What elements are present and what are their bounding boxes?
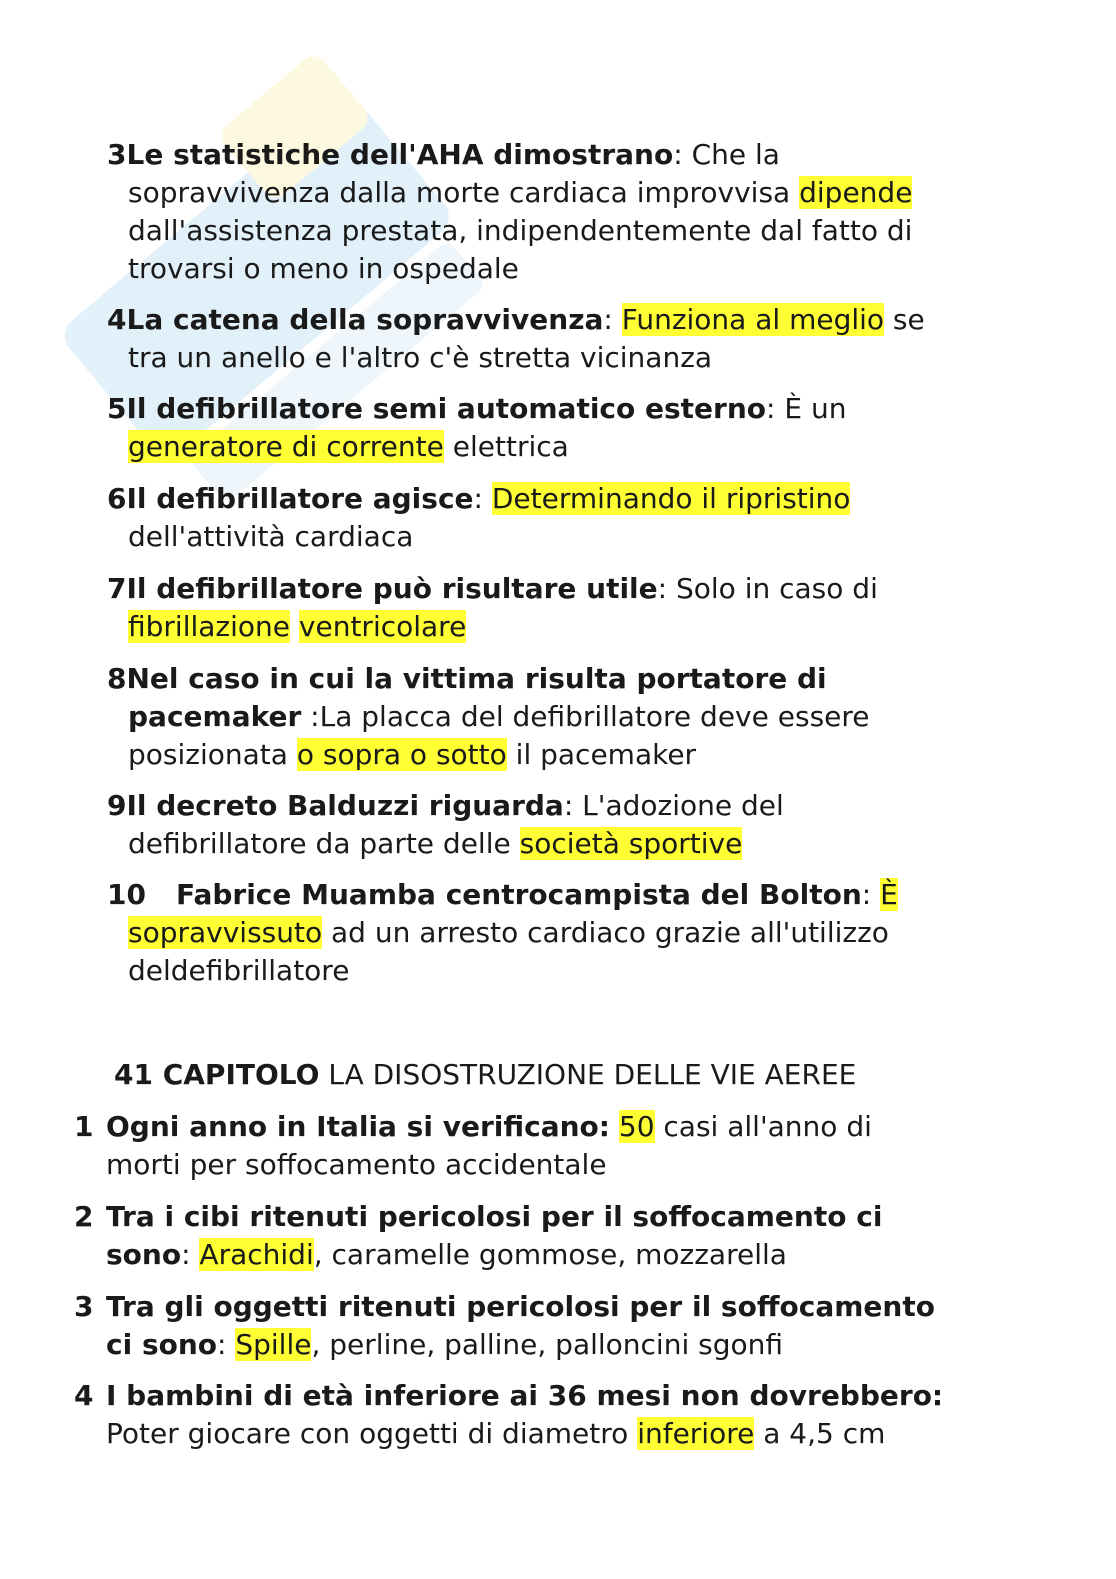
item-q6 — [107, 480, 1007, 556]
item-question-cont: ci sono — [106, 1328, 218, 1361]
answer-segment: , caramelle gommose, mozzarella — [313, 1238, 787, 1271]
item-question: Nel caso in cui la vittima risulta portatore di — [126, 662, 827, 695]
item-number: 6 — [107, 482, 127, 515]
answer-segment: elettrica — [443, 430, 569, 463]
item-question-cont: sono — [106, 1238, 182, 1271]
answer-segment: posizionata — [128, 738, 297, 771]
answer-highlight: 50 — [618, 1110, 655, 1143]
item-number: 7 — [107, 572, 127, 605]
answer-highlight: dipende — [799, 176, 913, 209]
item-separator: : — [473, 482, 492, 515]
item-c3 — [74, 1288, 1074, 1364]
item-question: Ogni anno in Italia si verificano: — [106, 1110, 610, 1143]
item-question: Tra i cibi ritenuti pericolosi per il soffocamento ci — [106, 1200, 883, 1233]
item-question: Il decreto Balduzzi riguarda — [126, 789, 564, 822]
item-q4 — [107, 301, 1007, 377]
item-q5 — [107, 390, 1007, 466]
item-question: Il defibrillatore semi automatico esterno — [126, 392, 767, 425]
item-question: Tra gli oggetti ritenuti pericolosi per il soffocamento — [106, 1290, 935, 1323]
answer-segment: Che la — [691, 138, 780, 171]
item-question: La catena della sopravvivenza — [126, 303, 604, 336]
item-number: 9 — [107, 789, 127, 822]
item-separator: : — [766, 392, 785, 425]
answer-segment: il pacemaker — [506, 738, 697, 771]
answer-highlight: società sportive — [519, 827, 743, 860]
item-number: 3 — [107, 138, 127, 171]
item-number: 5 — [107, 392, 127, 425]
answer-highlight: fibrillazione — [128, 610, 290, 643]
item-separator: : — [657, 572, 676, 605]
answer-segment: se — [884, 303, 925, 336]
item-question: Le statistiche dell'AHA dimostrano — [126, 138, 674, 171]
item-question: Il defibrillatore agisce — [126, 482, 474, 515]
answer-segment: deldefibrillatore — [128, 954, 350, 987]
answer-segment: , perline, palline, palloncini sgonfi — [311, 1328, 784, 1361]
item-separator — [610, 1110, 619, 1143]
answer-segment: a 4,5 cm — [754, 1417, 886, 1450]
item-question: Il defibrillatore può risultare utile — [126, 572, 658, 605]
item-c2 — [74, 1198, 1074, 1274]
answer-highlight: inferiore — [637, 1417, 755, 1450]
item-separator: : — [217, 1328, 236, 1361]
item-separator: : — [603, 303, 622, 336]
item-separator: : — [673, 138, 692, 171]
answer-highlight: Spille — [235, 1328, 312, 1361]
answer-segment: defibrillatore da parte delle — [128, 827, 520, 860]
answer-highlight: ventricolare — [298, 610, 467, 643]
answer-segment — [290, 610, 299, 643]
item-number: 3 — [74, 1290, 94, 1323]
answer-segment: La placca del defibrillatore deve essere — [319, 700, 870, 733]
item-q7 — [107, 570, 1007, 646]
chapter-title: LA DISOSTRUZIONE DELLE VIE AEREE — [319, 1058, 857, 1091]
answer-segment: ad un arresto cardiaco grazie all'utilizzo — [322, 916, 889, 949]
answer-segment: morti per soffocamento accidentale — [106, 1148, 607, 1181]
item-separator: : — [861, 878, 881, 911]
item-question-cont: pacemaker — [128, 700, 302, 733]
answer-highlight: generatore di corrente — [128, 430, 444, 463]
answer-segment: L'adozione del — [582, 789, 784, 822]
answer-highlight: sopravvissuto — [128, 916, 323, 949]
item-question: I bambini di età inferiore ai 36 mesi non dovrebbero: — [106, 1379, 944, 1412]
item-q9 — [107, 787, 1007, 863]
chapter-heading — [114, 1056, 856, 1094]
item-separator: : — [301, 700, 320, 733]
item-separator: : — [563, 789, 583, 822]
item-q8 — [107, 660, 1007, 774]
item-number: 8 — [107, 662, 127, 695]
item-question: Fabrice Muamba centrocampista del Bolton — [175, 878, 862, 911]
answer-segment: tra un anello e l'altro c'è stretta vicinanza — [128, 341, 713, 374]
item-number: 10 — [107, 878, 146, 911]
answer-segment: Poter giocare con oggetti di diametro — [106, 1417, 638, 1450]
item-q3 — [107, 136, 1007, 288]
answer-highlight: o sopra o sotto — [296, 738, 507, 771]
answer-segment: trovarsi o meno in ospedale — [128, 252, 519, 285]
item-number: 1 — [74, 1110, 94, 1143]
answer-segment: sopravvivenza dalla morte cardiaca improvvisa — [128, 176, 800, 209]
answer-highlight: È — [880, 878, 898, 911]
item-c4 — [74, 1377, 1074, 1453]
chapter-number: 41 CAPITOLO — [114, 1058, 320, 1091]
answer-segment: casi all'anno di — [654, 1110, 872, 1143]
item-c1 — [74, 1108, 1074, 1184]
answer-segment: dell'attività cardiaca — [128, 520, 414, 553]
item-number: 4 — [107, 303, 127, 336]
answer-segment: È un — [784, 392, 847, 425]
answer-segment: Solo in caso di — [675, 572, 878, 605]
item-q10 — [107, 876, 1007, 990]
answer-segment: dall'assistenza prestata, indipendentemente dal fatto di — [128, 214, 913, 247]
item-number: 4 — [74, 1379, 94, 1412]
item-separator: : — [181, 1238, 200, 1271]
answer-highlight: Funziona al meglio — [621, 303, 885, 336]
item-number: 2 — [74, 1200, 94, 1233]
answer-highlight: Arachidi — [199, 1238, 314, 1271]
answer-highlight: Determinando il ripristino — [491, 482, 851, 515]
